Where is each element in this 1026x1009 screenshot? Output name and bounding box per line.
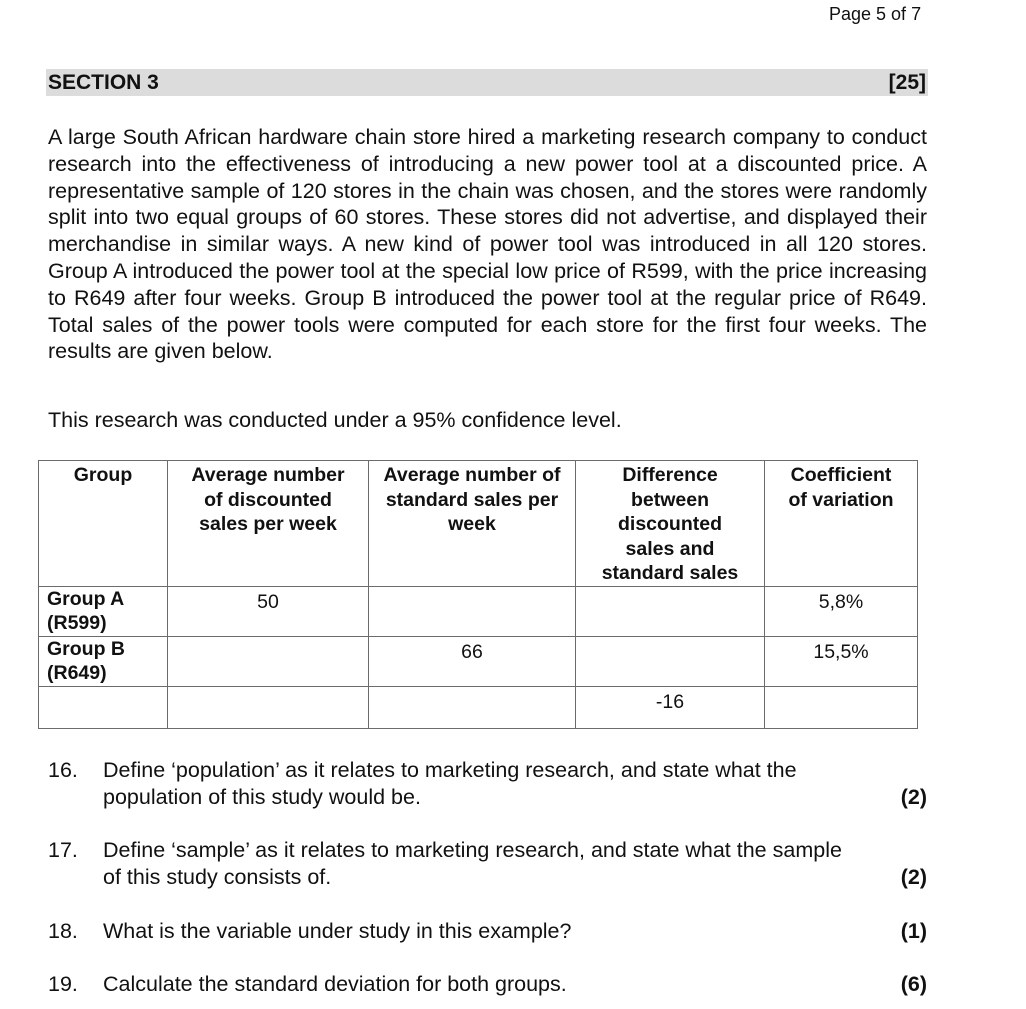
page-number: Page 5 of 7 <box>829 4 922 24</box>
question-17 <box>48 837 927 891</box>
intro-paragraph: A large South African hardware chain store hired a marketing research company to conduct research into the effectiveness of introducing a new power tool at a discounted price. A representative sample of 120 stores in the chain was chosen, and the stores were randomly split into two equal groups of 60 stores. These stores did not advertise, and displayed their merchandise in similar ways. A new kind of power tool was introduced in all 120 stores. Group A introduced the power tool at the special low price of R599, with the price increasing to R649 after four weeks. Group B introduced the power tool at the regular price of R649. Total sales of the power tools were computed for each store for the first four weeks. The results are given below. <box>48 125 927 364</box>
cell-discounted: 50 <box>168 586 369 636</box>
header-difference: Difference between discounted sales and standard sales <box>576 461 765 587</box>
question-text: Define ‘sample’ as it relates to marketing research, and state what the sample <box>103 838 842 862</box>
question-marks: (1) <box>900 919 927 943</box>
cell-cv: 15,5% <box>765 636 918 686</box>
cell-difference <box>576 636 765 686</box>
header-cv: Coefficient of variation <box>765 461 918 587</box>
cell-standard: 66 <box>369 636 576 686</box>
header-discounted: Average number of discounted sales per week <box>168 461 369 587</box>
section-marks: [25] <box>888 70 926 94</box>
question-text: Calculate the standard deviation for both groups. <box>103 972 567 996</box>
table-header-row <box>39 461 918 587</box>
question-number: 18. <box>48 919 78 943</box>
cell-standard <box>369 586 576 636</box>
cell-discounted <box>168 636 369 686</box>
cell-cv <box>765 686 918 728</box>
question-number: 19. <box>48 972 78 996</box>
question-number: 17. <box>48 838 78 862</box>
question-16 <box>48 757 927 811</box>
header-group: Group <box>39 461 168 587</box>
question-number: 16. <box>48 758 78 782</box>
question-text: Define ‘population’ as it relates to marketing research, and state what the <box>103 758 797 782</box>
question-marks: (2) <box>900 865 927 889</box>
confidence-statement: This research was conducted under a 95% confidence level. <box>48 408 622 432</box>
question-text: What is the variable under study in this example? <box>103 919 572 943</box>
section-header <box>46 69 928 96</box>
cell-difference <box>576 586 765 636</box>
question-text-end: of this study consists of. <box>103 865 332 889</box>
table-row <box>39 586 918 636</box>
section-title: SECTION 3 <box>48 70 159 94</box>
table-row <box>39 636 918 686</box>
question-marks: (2) <box>900 785 927 809</box>
cell-standard <box>369 686 576 728</box>
question-marks: (6) <box>900 972 927 996</box>
cell-group <box>39 686 168 728</box>
cell-discounted <box>168 686 369 728</box>
cell-difference: -16 <box>576 686 765 728</box>
table-row <box>39 686 918 728</box>
question-19 <box>48 971 927 998</box>
cell-group: Group A (R599) <box>39 586 168 636</box>
cell-group: Group B (R649) <box>39 636 168 686</box>
question-text-end: population of this study would be. <box>103 785 421 809</box>
question-18 <box>48 918 927 945</box>
cell-cv: 5,8% <box>765 586 918 636</box>
header-standard: Average number of standard sales per week <box>369 461 576 587</box>
results-table <box>38 460 918 729</box>
